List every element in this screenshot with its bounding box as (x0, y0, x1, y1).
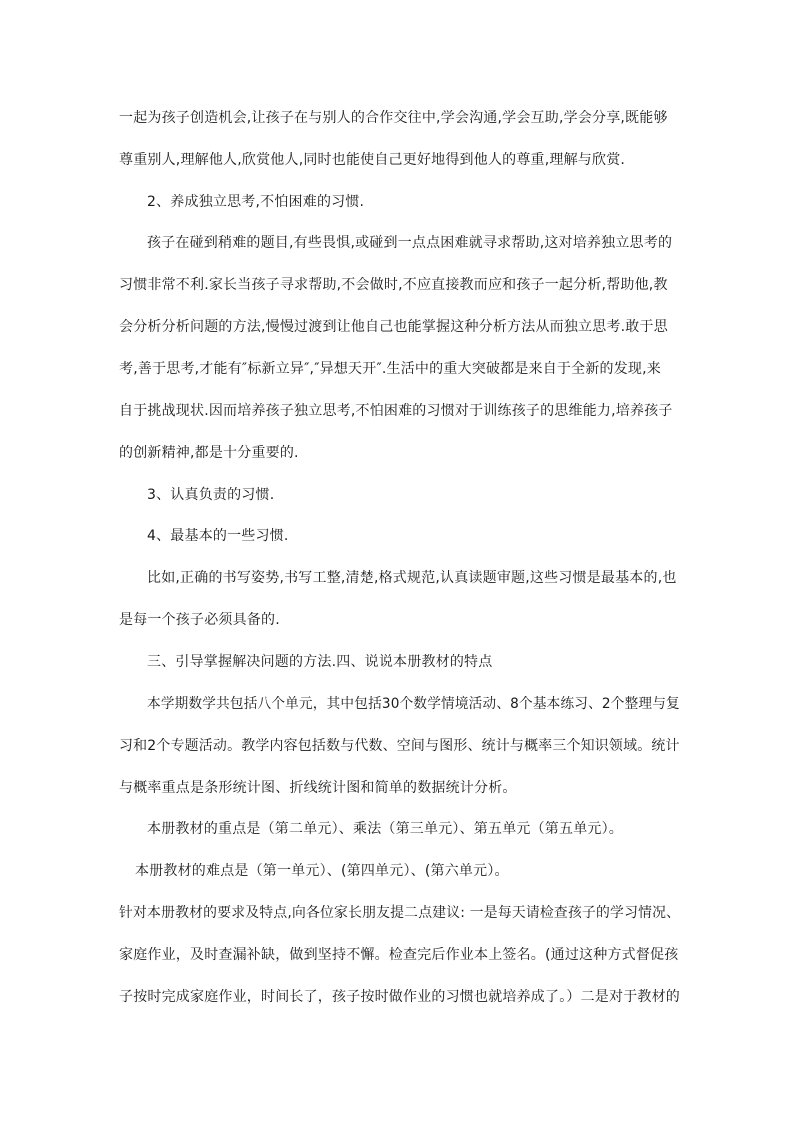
text-line: 的创新精神,都是十分重要的. (119, 445, 299, 461)
text-line: 三、引导掌握解决问题的方法.四、说说本册教材的特点 (147, 654, 493, 670)
text-line: 习和2个专题活动。教学内容包括数与代数、空间与图形、统计与概率三个知识领域。统计 (119, 738, 680, 754)
text-line: 自于挑战现状.因而培养孩子独立思考,不怕困难的习惯对于训练孩子的思维能力,培养孩子 (119, 403, 673, 419)
text-line: 考,善于思考,才能有″标新立异″,″异想天开″.生活中的重大突破都是来自于全新的发现,来 (119, 361, 661, 377)
text-line: 本学期数学共包括八个单元，其中包括30个数学情境活动、8个基本练习、2个整理与复 (147, 696, 680, 712)
text-line: 与概率重点是条形统计图、折线统计图和简单的数据统计分析。 (119, 780, 517, 796)
text-line: 家庭作业，及时查漏补缺，做到坚持不懈。检查完后作业本上签名。(通过这种方式督促孩 (119, 947, 679, 963)
text-line: 针对本册教材的要求及特点,向各位家长朋友提二点建议: 一是每天请检查孩子的学习情况、 (119, 905, 681, 921)
text-line: 本册教材的重点是（第二单元）、乘法（第三单元）、第五单元（第五单元）。 (147, 821, 623, 837)
text-line: 比如,正确的书写姿势,书写工整,清楚,格式规范,认真读题审题,这些习惯是最基本的,也 (147, 570, 677, 586)
text-line: 本册教材的难点是（第一单元）、(第四单元）、(第六单元）。 (135, 863, 509, 879)
text-line: 是每一个孩子必须具备的. (119, 612, 280, 628)
text-line: 孩子在碰到稍难的题目,有些畏惧,或碰到一点点困难就寻求帮助,这对培养独立思考的 (147, 235, 673, 251)
text-line: 2、养成独立思考,不怕困难的习惯. (147, 194, 365, 210)
text-line: 尊重别人,理解他人,欣赏他人,同时也能使自己更好地得到他人的尊重,理解与欣赏. (119, 152, 626, 168)
text-line: 子按时完成家庭作业，时间长了，孩子按时做作业的习惯也就培养成了。）二是对于教材的 (119, 989, 680, 1005)
text-line: 4、最基本的一些习惯. (147, 528, 289, 544)
text-line: 3、认真负责的习惯. (147, 487, 275, 503)
text-line: 一起为孩子创造机会,让孩子在与别人的合作交往中,学会沟通,学会互助,学会分享,既能够 (119, 110, 668, 126)
text-line: 习惯非常不利.家长当孩子寻求帮助,不会做时,不应直接教而应和孩子一起分析,帮助他,教 (119, 277, 668, 293)
text-line: 会分析分析问题的方法,慢慢过渡到让他自己也能掌握这种分析方法从而独立思考.敢于思 (119, 319, 668, 335)
